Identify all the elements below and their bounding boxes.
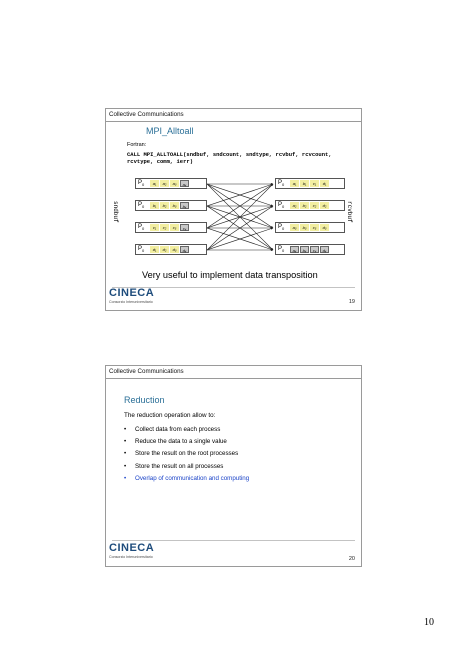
data-cell: d₃	[170, 246, 179, 253]
data-cell: a₂	[160, 180, 169, 187]
data-cell: b₃	[170, 202, 179, 209]
data-cell: d₃	[320, 224, 329, 231]
slide-header: Collective Communications	[106, 109, 361, 122]
process-label: $P_0$	[138, 224, 145, 232]
bullet-item: • Reduce the data to a single value	[124, 438, 249, 450]
slide-number: 20	[348, 556, 355, 562]
slide-header: Collective Communications	[106, 366, 361, 379]
process-label: $P_0$	[138, 202, 145, 210]
fortran-label: Fortran:	[127, 142, 147, 148]
page-number: 10	[424, 617, 434, 628]
data-cell: d₂	[160, 246, 169, 253]
data-cell: c₄	[180, 224, 189, 231]
receiver-process	[275, 222, 345, 233]
receiver-process	[275, 178, 345, 189]
data-cell: b₄	[180, 202, 189, 209]
process-label: $P_0$	[138, 246, 145, 254]
data-cell: b₁	[300, 180, 309, 187]
process-label: $P_0$	[278, 224, 285, 232]
slide-title: Reduction	[124, 395, 165, 405]
sender-process	[135, 222, 207, 233]
cineca-logo: CINECA	[109, 287, 155, 299]
data-cell: b₂	[160, 202, 169, 209]
data-cell: c₃	[310, 224, 319, 231]
data-cell: d₄	[180, 246, 189, 253]
footer-divider	[112, 540, 355, 541]
sender-process	[135, 200, 207, 211]
slide-title: MPI_Alltoall	[146, 126, 194, 136]
code-line-2: rcvtype, comm, ierr)	[127, 158, 194, 165]
arrow-lines	[207, 184, 273, 250]
data-cell: c₂	[160, 224, 169, 231]
data-cell: a₁	[150, 180, 159, 187]
data-cell: c₄	[310, 246, 319, 253]
process-label: $P_0$	[278, 246, 285, 254]
data-cell: a₃	[170, 180, 179, 187]
data-cell: d₁	[320, 180, 329, 187]
slide-number: 19	[348, 299, 355, 305]
process-label: $P_0$	[278, 180, 285, 188]
data-cell: a₃	[290, 224, 299, 231]
data-cell: c₁	[310, 180, 319, 187]
alltoall-arrows	[207, 175, 275, 261]
data-cell: a₁	[290, 180, 299, 187]
data-cell: a₂	[290, 202, 299, 209]
data-cell: b₁	[150, 202, 159, 209]
data-cell: c₁	[150, 224, 159, 231]
data-cell: c₂	[310, 202, 319, 209]
data-cell: b₄	[300, 246, 309, 253]
cineca-logo-subtitle: Consorzio Interuniversitario	[109, 300, 153, 304]
sndbuf-label: sndbuf	[112, 201, 119, 223]
data-cell: a₄	[290, 246, 299, 253]
data-cell: a₄	[180, 180, 189, 187]
bullet-item: • Overlap of communication and computing	[124, 475, 249, 487]
bullet-item: • Collect data from each process	[124, 426, 249, 438]
process-label: $P_0$	[278, 202, 285, 210]
data-cell: d₄	[320, 246, 329, 253]
process-label: $P_0$	[138, 180, 145, 188]
slide-alltoall	[105, 108, 362, 311]
rcvbuf-label: rcvbuf	[346, 201, 353, 223]
data-cell: c₃	[170, 224, 179, 231]
receiver-process	[275, 200, 345, 211]
data-cell: b₂	[300, 202, 309, 209]
cineca-logo-subtitle: Consorzio Interuniversitario	[109, 555, 153, 559]
cineca-logo: CINECA	[109, 542, 155, 554]
sender-process	[135, 244, 207, 255]
bullet-item: • Store the result on all processes	[124, 463, 249, 475]
receiver-process	[275, 244, 345, 255]
bullet-item: • Store the result on the root processes	[124, 450, 249, 462]
bullet-list	[124, 426, 249, 487]
data-cell: d₁	[150, 246, 159, 253]
data-cell: b₃	[300, 224, 309, 231]
data-cell: d₂	[320, 202, 329, 209]
slide-caption: Very useful to implement data transposition	[142, 270, 318, 280]
slide-reduction	[105, 365, 362, 567]
code-line-1: CALL MPI_ALLTOALL(sndbuf, sndcount, sndtype, rcvbuf, rcvcount,	[127, 151, 332, 158]
intro-text: The reduction operation allow to:	[124, 412, 216, 419]
sender-process	[135, 178, 207, 189]
